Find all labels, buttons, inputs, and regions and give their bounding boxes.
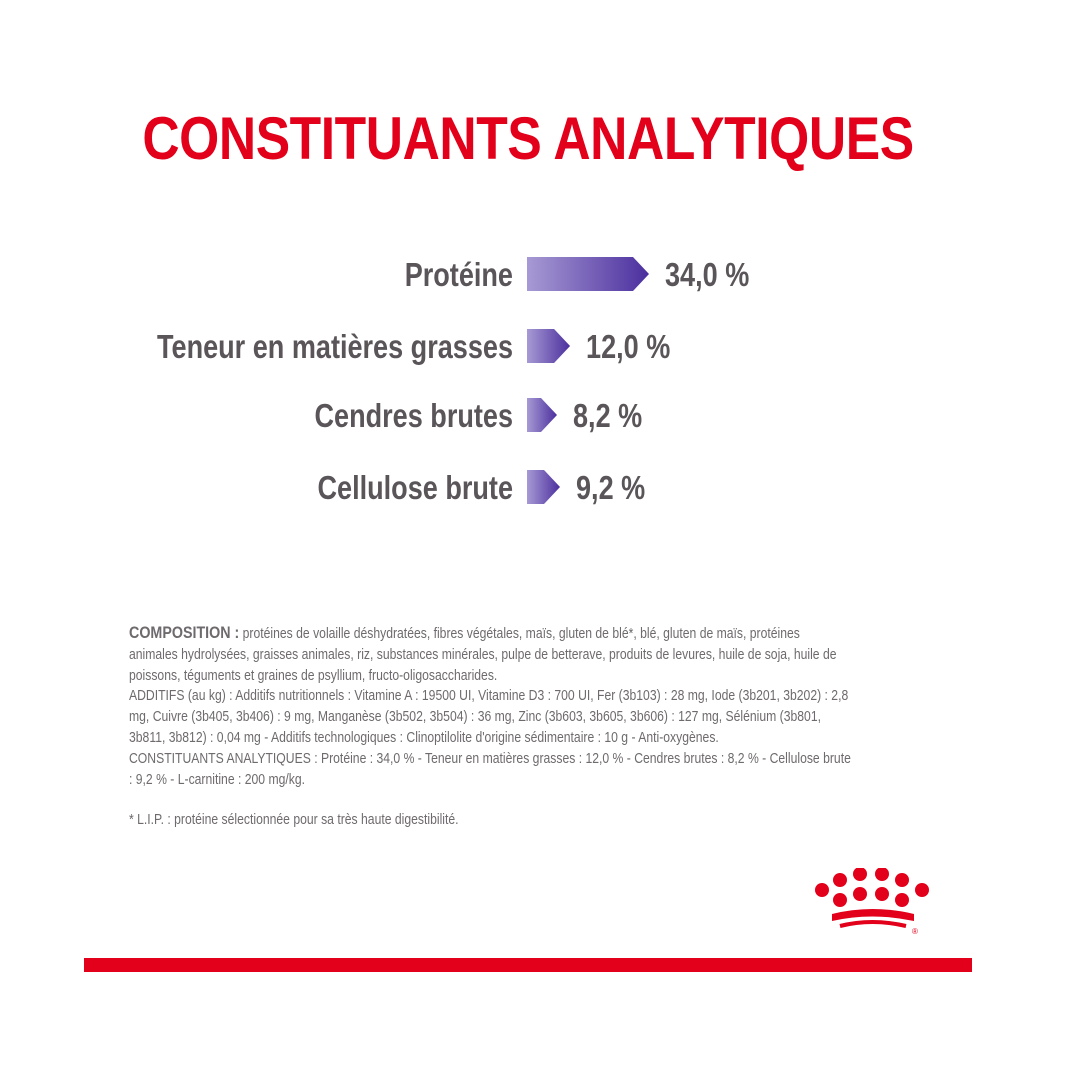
registered-mark: ® bbox=[912, 927, 918, 936]
value-label: 8,2 % bbox=[573, 397, 643, 434]
logo-dot bbox=[833, 873, 847, 887]
category-label: Cendres brutes bbox=[314, 397, 513, 434]
logo-dot bbox=[895, 873, 909, 887]
composition-block bbox=[129, 623, 851, 831]
constituants-text: CONSTITUANTS ANALYTIQUES : Protéine : 34,0 % - Teneur en matières grasses : 12,0 % - Cendres brutes : 8,2 % - Cellulose brute : 9,2 % - L-carnitine : 200 mg/kg. bbox=[129, 750, 851, 788]
logo-dot bbox=[815, 883, 829, 897]
composition-text: protéines de volaille déshydratées, fibres végétales, maïs, gluten de blé*, blé, gluten de maïs, protéines animales hydrolysées, graisses animales, riz, substances minérales, pulpe de betterave, produits de levures, huile de soja, huile de poissons, téguments et graines de psyllium, fructo-oligosaccharides. bbox=[129, 626, 837, 684]
value-label: 12,0 % bbox=[586, 328, 671, 365]
logo-dot bbox=[833, 893, 847, 907]
category-label: Cellulose brute bbox=[317, 469, 513, 506]
logo-dot bbox=[853, 887, 867, 901]
crown-logo-icon bbox=[810, 868, 936, 938]
logo-dot bbox=[875, 887, 889, 901]
value-arrow bbox=[527, 257, 649, 291]
logo-dot bbox=[875, 868, 889, 881]
value-label: 34,0 % bbox=[665, 256, 750, 293]
logo-dot bbox=[853, 868, 867, 881]
additifs-text: ADDITIFS (au kg) : Additifs nutritionnels : Vitamine A : 19500 UI, Vitamine D3 : 700 UI, Fer (3b103) : 28 mg, Iode (3b201, 3b202) : 2,8 mg, Cuivre (3b405, 3b406) : 9 mg, Manganèse (3b502, 3b504) : 36 mg, Zinc (3b603, 3b605, 3b606) : 127 mg, Sélénium (3b801, 3b811, 3b812) : 0,04 mg - Additifs technologiques : Clinoptilolite d'origine sédimentaire : 10 g - Anti-oxygènes. bbox=[129, 688, 849, 746]
logo-dot bbox=[895, 893, 909, 907]
composition-label: COMPOSITION : bbox=[129, 623, 240, 642]
logo-dot bbox=[915, 883, 929, 897]
composition-ingredients bbox=[129, 623, 851, 686]
page-title: CONSTITUANTS ANALYTIQUES bbox=[142, 105, 914, 172]
category-label: Teneur en matières grasses bbox=[157, 328, 513, 365]
value-arrow bbox=[527, 470, 560, 504]
category-label: Protéine bbox=[404, 256, 513, 293]
value-arrow bbox=[527, 398, 557, 432]
footer-red-bar bbox=[84, 958, 972, 972]
value-label: 9,2 % bbox=[576, 469, 646, 506]
value-arrow bbox=[527, 329, 570, 363]
footnote-text: * L.I.P. : protéine sélectionnée pour sa très haute digestibilité. bbox=[129, 812, 459, 829]
